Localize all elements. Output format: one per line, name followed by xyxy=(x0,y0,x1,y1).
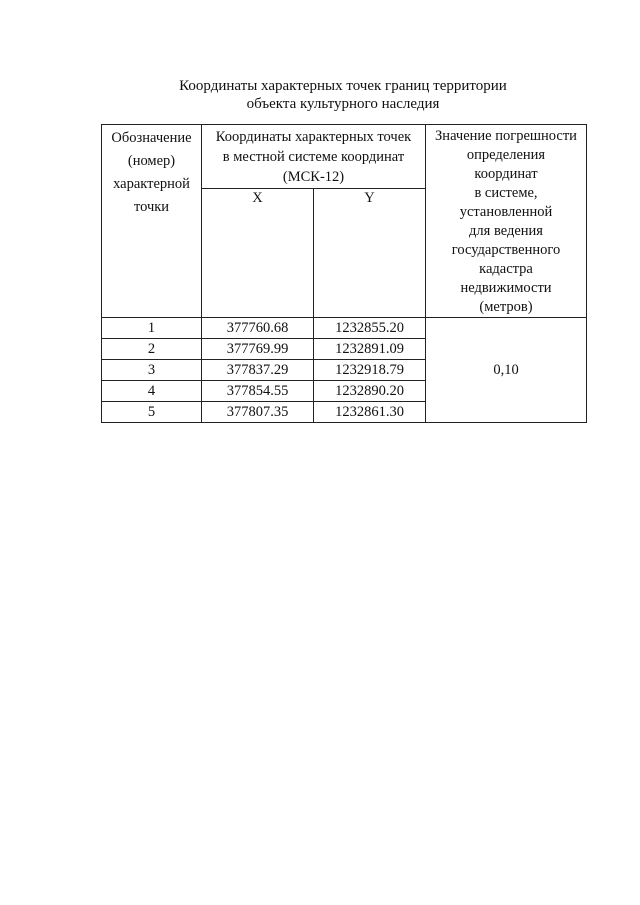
cell-y: 1232861.30 xyxy=(314,402,426,423)
cell-point: 4 xyxy=(102,381,202,402)
coordinates-table xyxy=(101,124,587,423)
header-coordinates: Координаты характерных точек в местной системе координат (МСК-12) xyxy=(202,125,426,189)
cell-x: 377807.35 xyxy=(202,402,314,423)
cell-x: 377854.55 xyxy=(202,381,314,402)
cell-x: 377837.29 xyxy=(202,360,314,381)
table-row xyxy=(102,318,587,339)
header-row-1 xyxy=(102,125,587,189)
cell-y: 1232855.20 xyxy=(314,318,426,339)
cell-point: 3 xyxy=(102,360,202,381)
cell-point: 2 xyxy=(102,339,202,360)
cell-point: 5 xyxy=(102,402,202,423)
header-y: Y xyxy=(314,188,426,317)
cell-point: 1 xyxy=(102,318,202,339)
title-line-2: объекта культурного наследия xyxy=(246,96,440,112)
cell-x: 377760.68 xyxy=(202,318,314,339)
cell-y: 1232891.09 xyxy=(314,339,426,360)
cell-x: 377769.99 xyxy=(202,339,314,360)
header-x: X xyxy=(202,188,314,317)
header-point-designation: Обозначение (номер) характерной точки xyxy=(102,125,202,318)
cell-error-value: 0,10 xyxy=(426,318,587,423)
cell-y: 1232918.79 xyxy=(314,360,426,381)
document-title xyxy=(0,77,640,113)
title-line-1: Координаты характерных точек границ территории xyxy=(179,78,507,94)
cell-y: 1232890.20 xyxy=(314,381,426,402)
header-error-value: Значение погрешности определения координат в системе, установленной для ведения государственного кадастра недвижимости (метров) xyxy=(426,125,587,318)
